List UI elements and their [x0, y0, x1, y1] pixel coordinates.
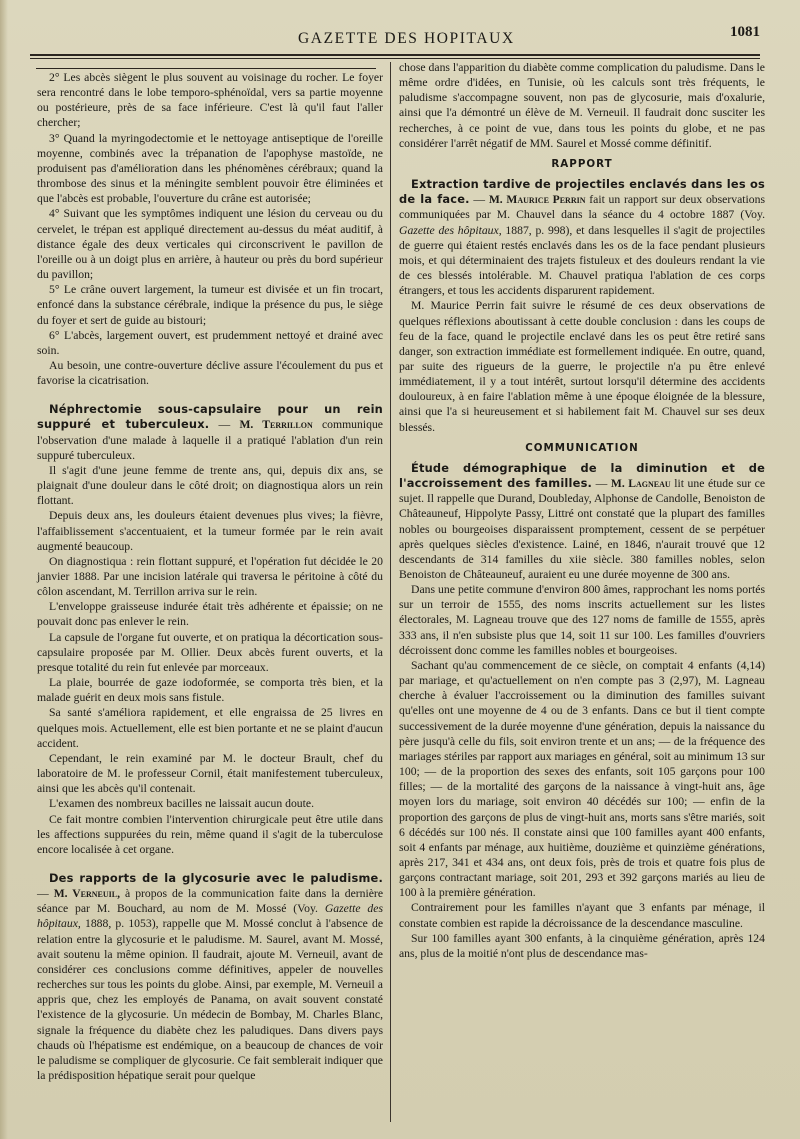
projectiles-journal-ref: Gazette des hôpitaux,: [399, 223, 502, 237]
demography-title: Étude démographique de la diminution et de l'accroissement des familles.: [399, 460, 765, 491]
glycosuria-title: Des rapports de la glycosurie avec le paludisme.: [49, 870, 383, 885]
nephrectomy-paragraph: La capsule de l'organe fut ouverte, et on pratiqua la décortication sous-capsulaire proposée par M. Ollier. Deux abcès furent ouverts, et la presque totalité du rein fut enlevée par morceaux.: [37, 630, 383, 674]
communication-heading: COMMUNICATION: [525, 441, 639, 454]
nephrectomy-paragraph: Sa santé s'améliora rapidement, et elle engraissa de 25 livres en quelques mois. Actuellement, elle est bien portante et ne se plaint d'aucun accident.: [37, 706, 383, 750]
demography-paragraph: Dans une petite commune d'environ 800 âmes, rapprochant les noms portés sur un terroir de 1555, des noms inscrits actuellement sur les listes électorales, M. Lagneau trouve que des 127 noms de famille de 1555, après 333 ans, il n'en subsiste plus que 14, soit 11 sur 100. Les familles d'ouvriers décroissent donc comme les familles nobles et bourgeoises.: [399, 583, 765, 657]
demography-paragraph: Sur 100 familles ayant 300 enfants, à la cinquième génération, après 124 ans, plus de la moitié n'ont plus de descendance mas-: [399, 931, 765, 960]
column-top-rule: [36, 68, 376, 69]
projectiles-author: M. Maurice Perrin: [488, 193, 586, 207]
nephrectomy-paragraph: L'enveloppe graisseuse indurée était très adhérente et épaissie; on ne pouvait donc pas enlever le rein.: [37, 600, 383, 629]
glycosuria-author: M. Verneuil,: [53, 887, 121, 901]
glycosuria-article-head: Des rapports de la glycosurie avec le paludisme. — M. Verneuil, à propos de la communication faite dans la dernière séance par M. Bouchard, au nom de M. Mossé (Voy. Gazette des hôpitaux, 1888, p. 1053), rappelle que M. Mossé conclut à l'absence de relation entre la glycosurie et le paludisme. M. Saurel, avant M. Mossé, avait soutenu la même opinion. Il faudrait, ajoute M. Verneuil, avant de considérer ces conclusions comme définitives, appeler de nouvelles recherches sur tous les points du globe. Ainsi, par exemple, M. Verneuil a appris que, chez les employés de Panama, on avait souvent constaté l'existence de la glycosurie. Un médecin de Bombay, M. Charles Blanc, signale la fréquence du diabète chez les paludiques. Dans divers pays chauds où l'hépatisme est endémique, on a beaucoup de chances de voir le paludisme se compliquer de glycosurie. Ce fait semblerait indiquer que la prédisposition hépatique serait pour quelque: [37, 870, 384, 1082]
projectiles-title: Extraction tardive de projectiles enclavés dans les os de la face.: [399, 177, 765, 207]
projectiles-paragraph: M. Maurice Perrin fait suivre le résumé de ces deux observations de quelques réflexions aboutissant à cette double conclusion : dans les coups de feu de la face, quand le projectile enclavé dans les os peut être retiré sans danger, son extraction immédiate est formellement indiquée. En outre, quand, par suite des rigueurs de la guerre, le projectile n'a pu être enlevé immédiatement, il y a tout intérêt, surtout lorsqu'il détermine des accidents douloureux, à en faire l'ablation même à une époque éloignée de la blessure, ainsi que l'a si heureusement et si habilement fait M. Chauvel sur ses deux blessés.: [399, 299, 765, 434]
abces-point-2: 2° Les abcès siègent le plus souvent au voisinage du rocher. Le foyer sera rencontré dans le lobe temporo-sphénoïdal, vers sa partie moyenne ou postérieure, près de sa face inférieure. C'est là qu'il faut l'aller chercher;: [37, 71, 383, 130]
nephrectomy-article-head: Néphrectomie sous-capsulaire pour un rein suppuré et tuberculeux. — M. Terrillon communique l'observation d'une malade à laquelle il a pratiqué l'ablation d'un rein suppuré tuberculeux.: [37, 402, 383, 462]
demography-intro: lit une étude sur ce sujet. Il rappelle que Durand, Doubleday, Alphonse de Candolle, Benoiston de Châteauneuf, Hippolyte Passy, Littré ont constaté que la plupart des familles nobles ou bourgeoises disparaissent promptement, cessent de se perpétuer après quelques siècles d'existence. Lainé, en 1846, n'aurait trouvé que 12 descendants de 314 familles du xiie siècle. 380 familles nobles, selon Benoiston de Châteauneuf, auraient eu une durée moyenne de 300 ans.: [399, 477, 766, 581]
demography-paragraph: Contrairement pour les familles n'ayant que 3 enfants par ménage, il constate combien est rapide la décroissance de la descendance masculine.: [399, 901, 765, 930]
header-rule-thick: [30, 54, 760, 56]
glycosuria-intro-b: 1888, p. 1053), rappelle que M. Mossé conclut à l'absence de relation entre la glycosurie et le paludisme. M. Saurel, avant M. Mossé, avait soutenu la même opinion. Il faudrait, ajoute M. Verneuil, avant de considérer ces conclusions comme définitives, appeler de nouvelles recherches sur tous les points du globe. Ainsi, par exemple, M. Verneuil a appris que, chez les employés de Panama, on avait souvent constaté l'existence de la glycosurie. Un médecin de Bombay, M. Charles Blanc, signale la fréquence du diabète chez les paludiques. Dans divers pays chauds où l'hépatisme est endémique, on a beaucoup de chances de voir le paludisme se compliquer de glycosurie. Ce fait semblerait indiquer que la prédisposition hépatique serait pour quelque: [37, 917, 384, 1082]
nephrectomy-intro: communique l'observation d'une malade à laquelle il a pratiqué l'ablation d'un rein suppuré tuberculeux.: [37, 418, 383, 462]
nephrectomy-paragraph: Ce fait montre combien l'intervention chirurgicale peut être utile dans les affections suppurées du rein, même quand il s'agit de la tuberculose encore localisée à cet organe.: [37, 812, 383, 856]
abces-point-5: 5° Le crâne ouvert largement, la tumeur est divisée et un fin trocart, enfoncé dans la substance cérébrale, indique la présence du pus, le siège du foyer et sert de guide au bistouri;: [37, 283, 383, 327]
demography-author: M. Lagneau: [610, 477, 671, 491]
glycosuria-continuation: chose dans l'apparition du diabète comme complication du paludisme. Dans le même ordre d'idées, en Tunisie, où les calculs sont très fréquents, le paludisme s'accompagne souvent, non pas de glycosurie, mais d'oxalurie, ainsi que l'a démontré un élève de M. Verneuil. Il faudrait donc susciter les recherches, à ce point de vue, dans tous les points du globe, et ne pas considérer l'arrêt négatif de MM. Saurel et Mossé comme définitif.: [399, 61, 765, 150]
projectiles-intro-b: 1887, p. 998), et dans lesquelles il s'agit de projectiles de guerre qui étaient restés enclavés dans les os de la face pendant plusieurs mois, et qui déterminaient des trajets fistuleux et des douleurs rendant la vie de ces blessés intolérable. M. Chauvel pratiqua l'ablation de ces corps étrangers, et tous les accidents disparurent rapidement.: [399, 223, 765, 298]
projectiles-intro-a: fait un rapport sur deux observations communiquées par M. Chauvel dans la séance du 4 octobre 1887 (Voy.: [399, 193, 766, 222]
nephrectomy-title: Néphrectomie sous-capsulaire pour un rein suppuré et tuberculeux.: [37, 402, 383, 432]
nephrectomy-paragraph: On diagnostiqua : rein flottant suppuré, et l'opération fut décidée le 20 janvier 1888. Par une incision latérale qui traversa le péritoine à côté du côlon ascendant, M. Terrillon arriva sur le rein.: [37, 554, 383, 599]
right-column: [399, 60, 765, 961]
abces-point-3: 3° Quand la myringodectomie et le nettoyage antiseptique de l'oreille moyenne, combinés avec la trépanation de l'apophyse mastoïde, ne produisent pas d'amélioration dans les phénomènes cérébraux; quand la thrombose des sinus et la méningite semblent pouvoir être éliminées et que l'abcès est probable, l'ouverture du crâne est autorisée;: [37, 131, 383, 206]
nephrectomy-paragraph: L'examen des nombreux bacilles ne laissait aucun doute.: [49, 797, 314, 811]
header-rule-thin: [30, 58, 760, 59]
nephrectomy-paragraph: La plaie, bourrée de gaze iodoformée, se comporta très bien, et la malade guérit en deux mois sans fistule.: [37, 676, 383, 705]
rapport-heading: RAPPORT: [551, 157, 613, 170]
abces-point-6: 6° L'abcès, largement ouvert, est prudemment nettoyé et drainé avec soin.: [37, 328, 383, 357]
projectiles-article-head: Extraction tardive de projectiles enclavés dans les os de la face. — M. Maurice Perrin fait un rapport sur deux observations communiquées par M. Chauvel dans la séance du 4 octobre 1887 (Voy. Gazette des hôpitaux, 1887, p. 998), et dans lesquelles il s'agit de projectiles de guerre qui étaient restés enclavés dans les os de la face pendant plusieurs mois, et qui déterminaient des trajets fistuleux et des douleurs rendant la vie de ces blessés intolérable. M. Chauvel pratiqua l'ablation de ces corps étrangers, et tous les accidents disparurent rapidement.: [399, 177, 766, 298]
running-title: GAZETTE DES HOPITAUX: [298, 30, 515, 47]
abces-conclusion: Au besoin, une contre-ouverture déclive assure l'écoulement du pus et favorise la cicatrisation.: [37, 358, 383, 388]
demography-article-head: Étude démographique de la diminution et de l'accroissement des familles. — M. Lagneau lit une étude sur ce sujet. Il rappelle que Durand, Doubleday, Alphonse de Candolle, Benoiston de Châteauneuf, Hippolyte Passy, Littré ont constaté que la plupart des familles nobles ou bourgeoises disparaissent promptement, cessent de se perpétuer après quelques siècles d'existence. Lainé, en 1846, n'aurait trouvé que 12 descendants de 314 familles du xiie siècle. 380 familles nobles, selon Benoiston de Châteauneuf, auraient eu une durée moyenne de 300 ans.: [399, 460, 766, 581]
nephrectomy-paragraph: Cependant, le rein examiné par M. le docteur Brault, chef du laboratoire de M. le professeur Cornil, était manifestement tuberculeux, ainsi que les abcès qu'il contenait.: [37, 751, 383, 796]
left-column: [37, 70, 383, 1083]
nephrectomy-paragraph: Il s'agit d'une jeune femme de trente ans, qui, depuis dix ans, se plaignait d'une douleur dans le côté droit; on diagnostiqua alors un rein flottant.: [37, 463, 383, 508]
glycosuria-intro-a: à propos de la communication faite dans la dernière séance par M. Bouchard, au nom de M. Mossé (Voy.: [37, 887, 384, 916]
page-header: [40, 22, 760, 50]
glycosuria-journal-ref: Gazette des hôpitaux,: [37, 902, 383, 931]
demography-paragraph: Sachant qu'au commencement de ce siècle, on comptait 4 enfants (4,14) par mariage, et qu'actuellement on n'en compte pas 3 (2,97), M. Lagneau cherche à évaluer l'accroissement ou la diminution des familles suivant qu'elles ont une moyenne de 4 ou de 3 enfants. Dans ce but il tient compte successivement de la durée moyenne d'une génération, depuis la naissance du père jusqu'à celle du fils, soit environ trente et un ans; — de la fréquence des mariages stériles par rapport aux mariages en général, soit au minimum 13 sur 100; — de la proportion des sexes des enfants, soit 105 garçons pour 100 filles; — de la mortalité des garçons de la naissance à vingt-huit ans, âge moyen lors du mariage, soit environ 40 décédés sur 100; — enfin de la proportion des garçons de plus de vingt-huit ans, morts sans s'être mariés, soit 6 décédés sur 100 nés. Il constate ainsi que 100 familles ayant 400 enfants, soit 4 enfants par ménage, aux huitième, douzième et quinzième générations, après 217, 341 et 434 ans, ont deux fois, près de trois et quatre fois plus de garçons contractant mariage, soit 201, 293 et 392 garçons mariés au lieu de 100 à la première génération.: [399, 658, 765, 900]
nephrectomy-paragraph: Depuis deux ans, les douleurs étaient devenues plus vives; la fièvre, l'affaiblissement s'accentuaient, et la tumeur formée par le rein avait augmenté beaucoup.: [37, 509, 383, 553]
nephrectomy-author: M. Terrillon: [239, 418, 313, 432]
page-number: 1081: [730, 24, 760, 40]
column-divider: [390, 62, 391, 1122]
abces-point-4: 4° Suivant que les symptômes indiquent une lésion du cerveau ou du cervelet, le trépan est appliqué directement au-dessus du méat auditif, à distance égale des deux verticales qui circonscrivent le pavillon de l'oreille ou à un doigt plus en arrière, à hauteur ou près du bord supérieur du pavillon;: [37, 207, 383, 282]
